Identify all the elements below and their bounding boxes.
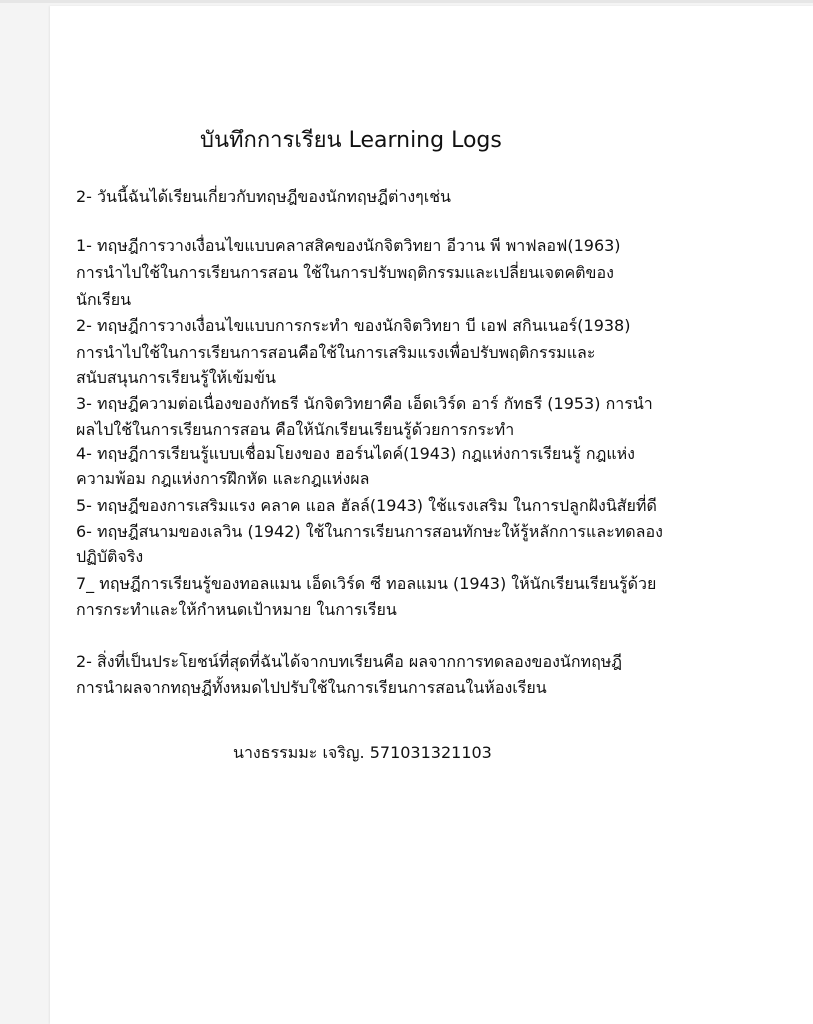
- benefit-line: 2- สิ่งที่เป็นประโยชน์ที่สุดที่ฉันได้จากบทเรียนคือ ผลจากการทดลองของนักทฤษฎี: [76, 652, 623, 671]
- list-line: การนำไปใช้ในการเรียนการสอน ใช้ในการปรับพฤติกรรมและเปลี่ยนเจตคติของ: [76, 263, 614, 282]
- list-line: การนำไปใช้ในการเรียนการสอนคือใช้ในการเสริมแรงเพื่อปรับพฤติกรรมและ: [76, 343, 596, 362]
- list-line: 6- ทฤษฎีสนามของเลวิน (1942) ใช้ในการเรียนการสอนทักษะให้รู้หลักการและทดลอง: [76, 522, 663, 541]
- list-line: 5- ทฤษฎีของการเสริมแรง คลาค แอล ฮัลล์(1943) ใช้แรงเสริม ในการปลูกฝังนิสัยที่ดี: [76, 496, 657, 515]
- benefit-line: การนำผลจากทฤษฎีทั้งหมดไปปรับใช้ในการเรียนการสอนในห้องเรียน: [76, 678, 547, 697]
- list-line: 3- ทฤษฎีความต่อเนื่องของกัทธรี นักจิตวิทยาคือ เอ็ดเวิร์ด อาร์ กัทธรี (1953) การนำ: [76, 394, 653, 413]
- signature: นางธรรมมะ เจริญ. 571031321103: [233, 743, 492, 762]
- intro-line: 2- วันนี้ฉันได้เรียนเกี่ยวกับทฤษฎีของนักทฤษฎีต่างๆเช่น: [76, 187, 451, 206]
- list-line: 1- ทฤษฎีการวางเงื่อนไขแบบคลาสสิคของนักจิตวิทยา อีวาน พี พาฟลอฟ(1963): [76, 236, 621, 255]
- list-line: นักเรียน: [76, 290, 131, 309]
- list-line: 7_ ทฤษฎีการเรียนรู้ของทอลแมน เอ็ดเวิร์ด ซี ทอลแมน (1943) ให้นักเรียนเรียนรู้ด้วย: [76, 574, 657, 593]
- list-line: ความพ้อม กฎแห่งการฝึกหัด และกฎแห่งผล: [76, 469, 370, 488]
- top-border: [0, 0, 813, 3]
- list-line: 4- ทฤษฎีการเรียนรู้แบบเชื่อมโยงของ ฮอร์นไดค์(1943) กฎแห่งการเรียนรู้ กฎแห่ง: [76, 444, 635, 463]
- list-line: สนับสนุนการเรียนรู้ให้เข้มข้น: [76, 368, 276, 387]
- list-line: การกระทำและให้กำหนดเป้าหมาย ในการเรียน: [76, 600, 397, 619]
- list-line: ปฏิบัติจริง: [76, 547, 144, 566]
- page-title: บันทึกการเรียน Learning Logs: [200, 128, 502, 153]
- list-line: 2- ทฤษฎีการวางเงื่อนไขแบบการกระทำ ของนักจิตวิทยา บี เอฟ สกินเนอร์(1938): [76, 316, 631, 335]
- list-line: ผลไปใช้ในการเรียนการสอน คือให้นักเรียนเรียนรู้ด้วยการกระทำ: [76, 420, 515, 439]
